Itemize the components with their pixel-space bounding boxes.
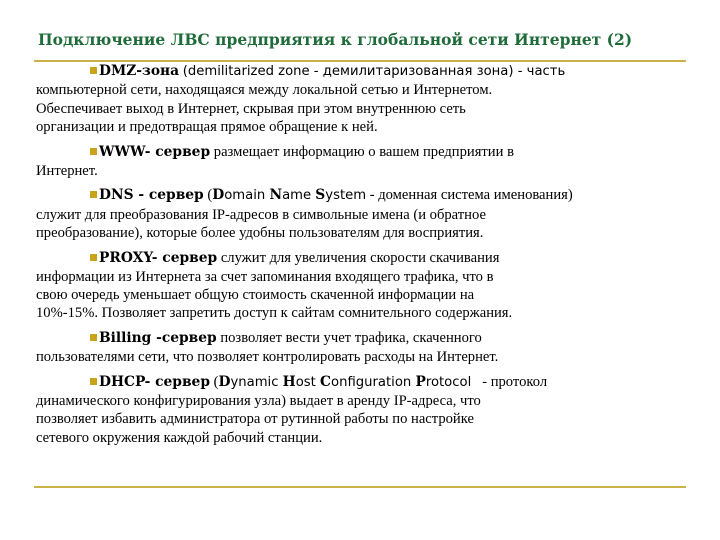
- square-bullet-icon: [90, 334, 97, 341]
- square-bullet-icon: [90, 148, 97, 155]
- list-item-dns: DNS - сервер (Domain Name System - доменная система именования) служит для преобразования IP-адресов в символьные имена (и обратное преобразование), которые более удобны пользователям для восприятия.: [36, 187, 573, 242]
- square-bullet-icon: [90, 254, 97, 261]
- square-bullet-icon: [90, 191, 97, 198]
- term-dmz: DMZ-зона: [99, 63, 180, 79]
- footer-divider: [34, 486, 686, 488]
- list-item-proxy: PROXY- сервер служит для увеличения скорости скачивания информации из Интернета за счет запоминания входящего трафика, что в свою очередь уменьшает общую стоимость скаченной информации на 10%-15%. Позволяет запретить доступ к сайтам сомнительного содержания.: [36, 250, 513, 322]
- term-proxy: PROXY- сервер: [99, 250, 218, 267]
- list-item-billing: Billing -сервер позволяет вести учет трафика, скаченного пользователями сети, что позволяет контролировать расходы на Интернет.: [36, 330, 499, 365]
- square-bullet-icon: [90, 67, 97, 74]
- slide-title: Подключение ЛВС предприятия к глобальной сети Интернет (2): [38, 30, 633, 49]
- list-item-www: WWW- сервер размещает информацию о вашем предприятии в Интернет.: [36, 144, 514, 179]
- bullet-list: [36, 62, 696, 447]
- term-www: WWW- сервер: [99, 144, 211, 161]
- square-bullet-icon: [90, 378, 97, 385]
- list-item-dmz: DMZ-зона (demilitarized zone - демилитаризованная зона) - часть компьютерной сети, находящаяся между локальной сетью и Интернетом. Обеспечивает выход в Интернет, скрывая при этом внутреннюю сеть организации и предотвращая прямое обращение к ней.: [36, 63, 566, 136]
- term-dns: DNS - сервер: [99, 187, 204, 204]
- term-billing: Billing -сервер: [99, 330, 217, 347]
- term-dhcp: DHCP- сервер: [99, 373, 210, 390]
- list-item-dhcp: DHCP- сервер (Dynamic Host Configuration Protocol - протокол динамического конфигурирования узла) выдает в аренду IP-адреса, что позволяет избавить администратора от рутинной работы по настройке сетевого окружения каждой рабочий станции.: [36, 373, 548, 446]
